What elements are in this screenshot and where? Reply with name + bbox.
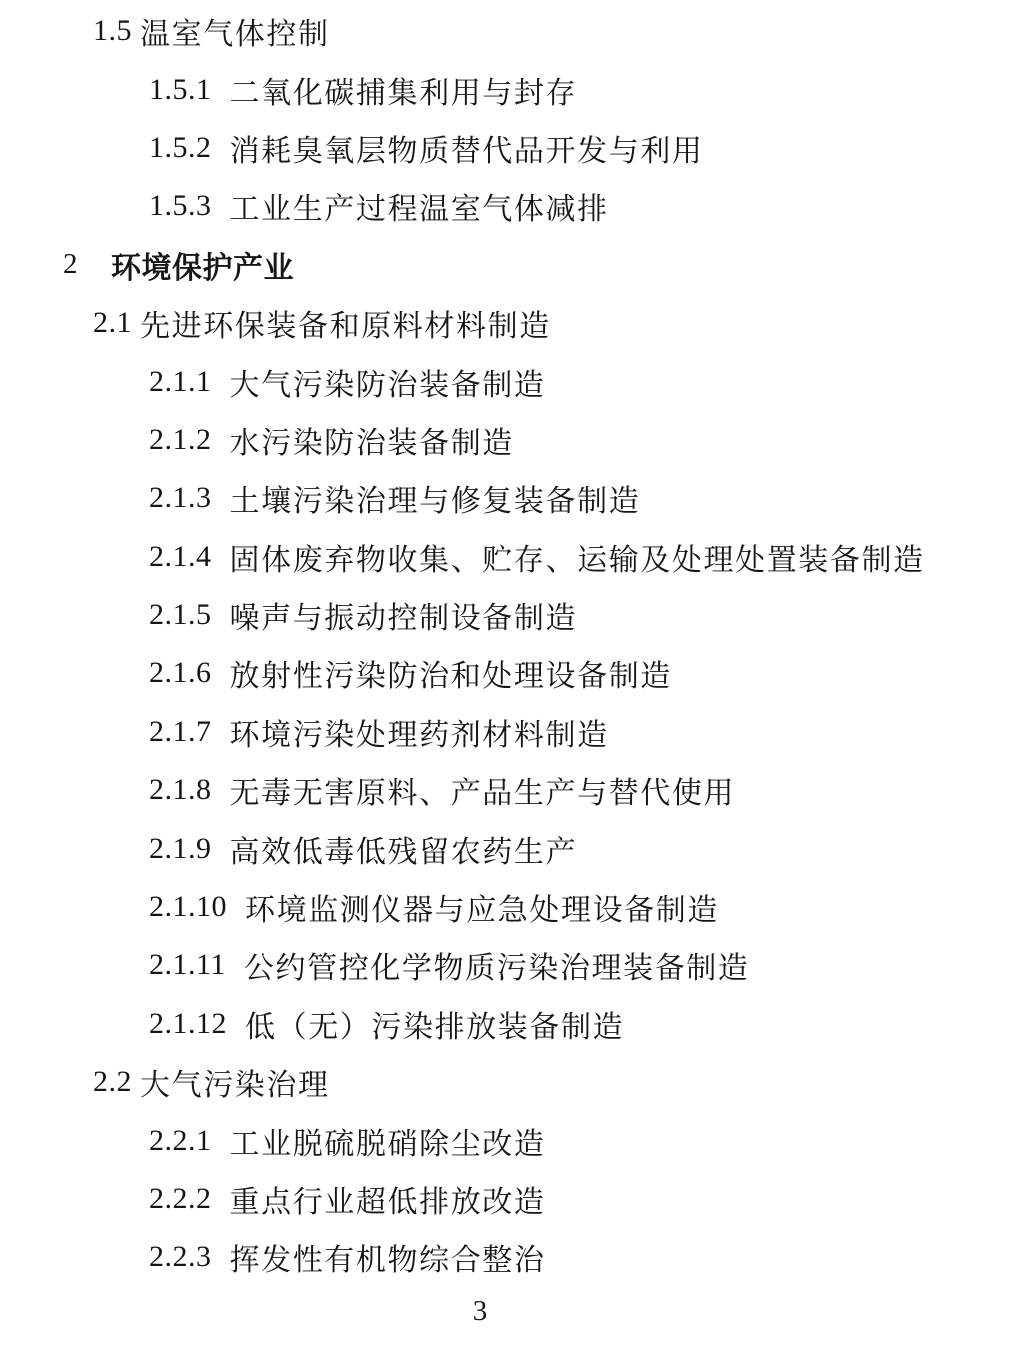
toc-item-label: 公约管控化学物质污染治理装备制造	[243, 952, 750, 986]
toc-item	[0, 119, 1016, 177]
toc-item	[0, 644, 1016, 702]
toc-item-label: 工业脱硫脱硝除尘改造	[229, 1127, 546, 1161]
page-number: 3	[472, 1295, 488, 1328]
toc-item-number: 2.1	[93, 306, 132, 340]
toc-item	[0, 177, 1016, 235]
toc-item-label: 二氧化碳捕集利用与封存	[229, 76, 578, 110]
toc-item	[0, 1111, 1016, 1169]
toc-item-number: 2.1.1	[149, 364, 212, 398]
toc-item	[0, 761, 1016, 819]
section-heading-label: 环境保护产业	[111, 251, 294, 285]
toc-item	[0, 352, 1016, 410]
toc-item-label: 挥发性有机物综合整治	[229, 1244, 546, 1278]
toc-item-label: 先进环保装备和原料材料制造	[140, 310, 551, 344]
toc-item-number: 2.1.6	[149, 656, 212, 690]
toc-item-number: 2.1.2	[149, 422, 212, 456]
toc-item-label: 放射性污染防治和处理设备制造	[229, 660, 672, 694]
toc-item	[0, 60, 1016, 118]
toc-item-number: 2.1.9	[149, 831, 212, 865]
toc-item	[0, 936, 1016, 994]
toc-item-label: 无毒无害原料、产品生产与替代使用	[229, 777, 736, 811]
toc-item-label: 噪声与振动控制设备制造	[229, 602, 578, 636]
toc-item-label: 温室气体控制	[140, 18, 330, 52]
toc-item	[0, 878, 1016, 936]
toc-item	[0, 1228, 1016, 1286]
toc-item-label: 固体废弃物收集、贮存、运输及处理处置装备制造	[229, 543, 925, 577]
toc-item-number: 2.2	[93, 1065, 132, 1099]
toc-item-number: 1.5.3	[149, 189, 212, 223]
toc-item-number: 2.1.4	[149, 539, 212, 573]
toc-item	[0, 469, 1016, 527]
toc-item	[0, 2, 1016, 60]
toc-item	[0, 703, 1016, 761]
toc-item-label: 土壤污染治理与修复装备制造	[229, 485, 641, 519]
toc-item-number: 2.2.3	[149, 1240, 212, 1274]
toc-item	[0, 995, 1016, 1053]
toc-item-number: 2.1.7	[149, 714, 212, 748]
toc-item-number: 2.2.1	[149, 1123, 212, 1157]
toc-item	[0, 411, 1016, 469]
toc-item	[0, 1053, 1016, 1111]
toc-item	[0, 528, 1016, 586]
toc-item-label: 环境监测仪器与应急处理设备制造	[245, 894, 719, 928]
toc-item-number: 1.5	[93, 14, 132, 48]
section-heading	[0, 236, 1016, 294]
toc-item-label: 水污染防治装备制造	[229, 426, 514, 460]
toc-item-number: 2.1.10	[149, 890, 227, 924]
toc-item-label: 大气污染治理	[140, 1069, 330, 1103]
toc-item-number: 2.1.8	[149, 773, 212, 807]
toc-item-label: 消耗臭氧层物质替代品开发与利用	[229, 134, 704, 168]
toc-item	[0, 294, 1016, 352]
toc-item-number: 2.1.5	[149, 598, 212, 632]
toc-item-number: 2.1.12	[149, 1006, 227, 1040]
toc-item-number: 1.5.2	[149, 130, 212, 164]
toc-item	[0, 586, 1016, 644]
toc-item-label: 重点行业超低排放改造	[229, 1186, 546, 1219]
toc-item	[0, 1170, 1016, 1228]
toc-item-label: 高效低毒低残留农药生产	[229, 835, 578, 869]
toc-item-label: 低（无）污染排放装备制造	[245, 1010, 625, 1044]
page-footer	[0, 1287, 988, 1337]
toc-item-number: 1.5.1	[149, 72, 212, 106]
toc-item	[0, 819, 1016, 877]
toc-item-label: 环境污染处理药剂材料制造	[229, 718, 609, 752]
toc-item-number: 2.1.3	[149, 481, 212, 515]
toc-item-number: 2.2.2	[149, 1182, 212, 1215]
toc-item-label: 工业生产过程温室气体减排	[229, 193, 609, 227]
section-heading-number: 2	[63, 248, 78, 281]
toc-item-number: 2.1.11	[149, 948, 226, 982]
toc-item-label: 大气污染防治装备制造	[229, 368, 546, 402]
